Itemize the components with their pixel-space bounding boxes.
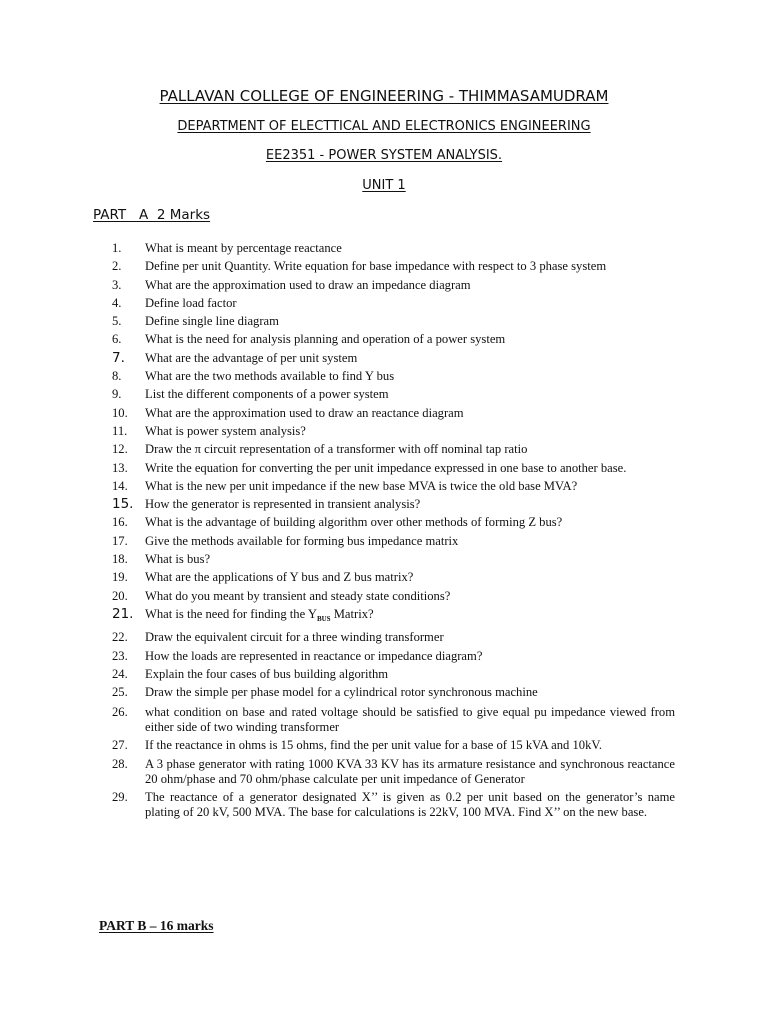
question-text (145, 607, 675, 627)
question-number: 1. (112, 241, 122, 255)
question-text: Draw the equivalent circuit for a three winding transformer (145, 630, 444, 645)
question-item (112, 351, 675, 366)
question-text: How the generator is represented in transient analysis? (145, 497, 421, 512)
question-number: 20. (112, 588, 128, 603)
question-list (112, 241, 675, 823)
question-item (112, 296, 675, 311)
question-text: What is meant by percentage reactance (145, 241, 342, 255)
question-text: A 3 phase generator with rating 1000 KVA 33 KV has its armature resistance and synchronous reactance 20 ohm/phase and 70 ohm/phase calculate per unit impedance of Generator (145, 756, 675, 786)
question-number: 7. (112, 349, 125, 366)
part-b-heading: PART B – 16 marks (99, 918, 214, 933)
department-title: DEPARTMENT OF ELECTTICAL AND ELECTRONICS ENGINEERING (177, 119, 591, 134)
question-text: Explain the four cases of bus building algorithm (145, 666, 389, 681)
question-text: What is bus? (145, 552, 211, 567)
question-text: What are the applications of Y bus and Z bus matrix? (145, 570, 414, 585)
question-item (112, 442, 675, 457)
question-item (112, 479, 675, 494)
question-number: 26. (112, 705, 128, 720)
question-item (112, 424, 675, 439)
question-item (112, 630, 675, 645)
question-item (112, 241, 675, 256)
question-item (112, 685, 675, 700)
question-text: If the reactance in ohms is 15 ohms, find the per unit value for a base of 15 kVA and 10kV. (145, 738, 603, 753)
question-number: 12. (112, 442, 128, 457)
question-text: What do you meant by transient and steady state conditions? (145, 588, 451, 603)
question-item (112, 332, 675, 347)
question-number: 4. (112, 295, 122, 310)
bus-subscript: BUS (316, 614, 331, 623)
college-title: PALLAVAN COLLEGE OF ENGINEERING - THIMMASAMUDRAM (159, 87, 609, 105)
question-text: Draw the simple per phase model for a cylindrical rotor synchronous machine (145, 685, 538, 700)
question-item (112, 552, 675, 567)
question-text: How the loads are represented in reactance or impedance diagram? (145, 648, 483, 663)
question-number: 19. (112, 570, 128, 585)
question-number: 2. (112, 259, 122, 274)
question-text: List the different components of a power system (145, 387, 389, 402)
question-number: 9. (112, 387, 122, 402)
unit-title: UNIT 1 (362, 178, 406, 193)
question-number: 29. (112, 790, 128, 805)
question-number: 14. (112, 478, 128, 493)
question-item (112, 497, 675, 512)
question-number: 8. (112, 369, 122, 384)
question-number: 18. (112, 552, 128, 567)
question-number: 5. (112, 314, 122, 329)
question-number: 16. (112, 515, 128, 530)
question-text: What are the approximation used to draw an impedance diagram (145, 277, 471, 292)
question-item (112, 369, 675, 384)
question-number: 24. (112, 666, 128, 681)
question-text: What is power system analysis? (145, 423, 306, 438)
question-number: 13. (112, 460, 128, 475)
question-item (112, 738, 675, 753)
question-item (112, 790, 675, 820)
question-text: The reactance of a generator designated X’’ is given as 0.2 per unit based on the generator’s name plating of 20 kV, 500 MVA. The base for calculations is 22kV, 100 MVA. Find X’’ on the new base. (145, 790, 675, 820)
part-a-heading: PART A 2 Marks (93, 207, 211, 223)
question-item (112, 757, 675, 787)
question-text: Define single line diagram (145, 314, 279, 329)
question-number: 6. (112, 332, 122, 347)
question-text-after: Matrix? (330, 606, 374, 621)
question-number: 22. (112, 630, 128, 645)
question-number: 3. (112, 277, 122, 292)
question-item (112, 705, 675, 735)
question-text: Define load factor (145, 295, 237, 310)
course-title: EE2351 - POWER SYSTEM ANALYSIS. (265, 148, 503, 163)
question-number: 10. (112, 405, 128, 420)
question-text-before: What is the need for finding the Y (145, 606, 317, 621)
question-number: 15. (112, 496, 134, 513)
question-number: 11. (112, 423, 128, 438)
question-item (112, 607, 675, 627)
question-item (112, 278, 675, 293)
question-number: 27. (112, 738, 128, 753)
question-item (112, 406, 675, 421)
question-text: What is the new per unit impedance if the new base MVA is twice the old base MVA? (145, 478, 578, 493)
question-item (112, 534, 675, 549)
question-text: what condition on base and rated voltage should be satisfied to give equal pu impedance viewed from either side of two winding transformer (145, 705, 675, 735)
question-item (112, 649, 675, 664)
question-item (112, 589, 675, 604)
question-item (112, 515, 675, 530)
question-item (112, 259, 675, 274)
question-number: 21. (112, 605, 134, 622)
question-text: What is the advantage of building algorithm over other methods of forming Z bus? (145, 515, 563, 530)
question-item (112, 570, 675, 585)
question-text: What are the advantage of per unit system (145, 350, 358, 365)
question-number: 25. (112, 685, 128, 700)
question-text: What are the approximation used to draw an reactance diagram (145, 405, 464, 420)
question-text: Draw the π circuit representation of a transformer with off nominal tap ratio (145, 442, 528, 457)
question-text: Define per unit Quantity. Write equation for base impedance with respect to 3 phase system (145, 259, 607, 274)
question-text: What is the need for analysis planning and operation of a power system (145, 332, 506, 347)
question-text: Write the equation for converting the per unit impedance expressed in one base to another base. (145, 460, 627, 475)
question-item (112, 461, 675, 476)
question-text: What are the two methods available to find Y bus (145, 369, 395, 384)
question-number: 23. (112, 648, 128, 663)
question-item (112, 314, 675, 329)
question-item (112, 667, 675, 682)
question-number: 28. (112, 756, 128, 771)
question-item (112, 387, 675, 402)
question-text: Give the methods available for forming bus impedance matrix (145, 533, 459, 548)
question-number: 17. (112, 533, 128, 548)
